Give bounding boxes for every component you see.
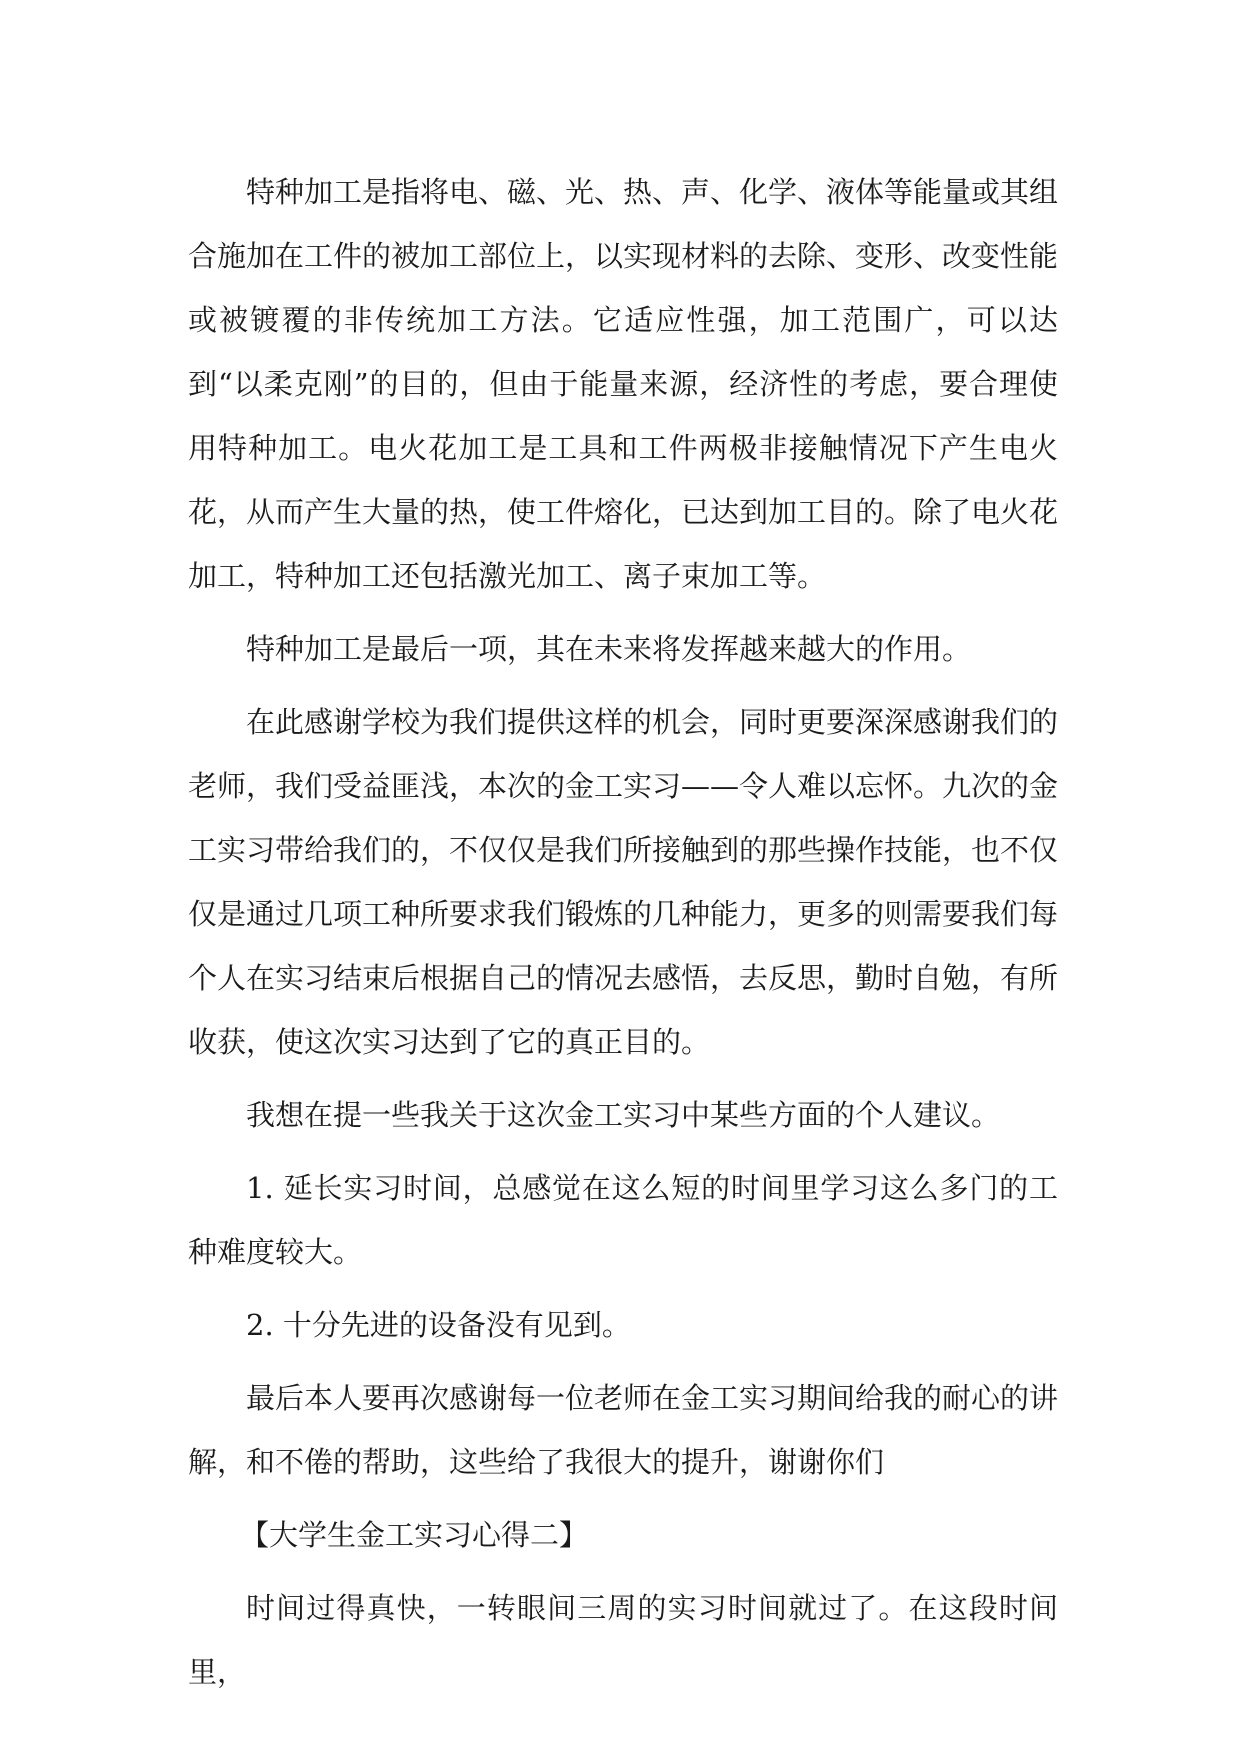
paragraph-time-flies: 时间过得真快，一转眼间三周的实习时间就过了。在这段时间里， bbox=[188, 1591, 1058, 1689]
paragraph-final-thanks: 最后本人要再次感谢每一位老师在金工实习期间给我的耐心的讲解，和不倦的帮助，这些给了我很大的提升，谢谢你们 bbox=[188, 1381, 1059, 1479]
paragraph-special-machining: 特种加工是指将电、磁、光、热、声、化学、液体等能量或其组合施加在工件的被加工部位上，以实现材料的去除、变形、改变性能或被镀覆的非传统加工方法。它适应性强，加工范围广，可以达到“以柔克刚”的目的，但由于能量来源，经济性的考虑，要合理使用特种加工。电火花加工是工具和工件两极非接触情况下产生电火花，从而产生大量的热，使工件熔化，已达到加工目的。除了电火花加工，特种加工还包括激光加工、离子束加工等。 bbox=[188, 175, 1059, 593]
paragraph-thanks: 在此感谢学校为我们提供这样的机会，同时更要深深感谢我们的老师，我们受益匪浅，本次的金工实习——令人难以忘怀。九次的金工实习带给我们的，不仅仅是我们所接触到的那些操作技能，也不仅仅是通过几项工种所要求我们锻炼的几种能力，更多的则需要我们每个人在实习结束后根据自己的情况去感悟，去反思，勤时自勉，有所收获，使这次实习达到了它的真正目的。 bbox=[188, 705, 1059, 1059]
document-body bbox=[188, 160, 1058, 1713]
paragraph-suggestion-1: 1. 延长实习时间，总感觉在这么短的时间里学习这么多门的工种难度较大。 bbox=[188, 1171, 1058, 1269]
paragraph-suggestion-2: 2. 十分先进的设备没有见到。 bbox=[246, 1308, 631, 1342]
section-heading: 【大学生金工实习心得二】 bbox=[240, 1518, 589, 1552]
paragraph-suggestions-intro: 我想在提一些我关于这次金工实习中某些方面的个人建议。 bbox=[246, 1098, 1001, 1132]
paragraph-last-item: 特种加工是最后一项，其在未来将发挥越来越大的作用。 bbox=[246, 632, 972, 666]
